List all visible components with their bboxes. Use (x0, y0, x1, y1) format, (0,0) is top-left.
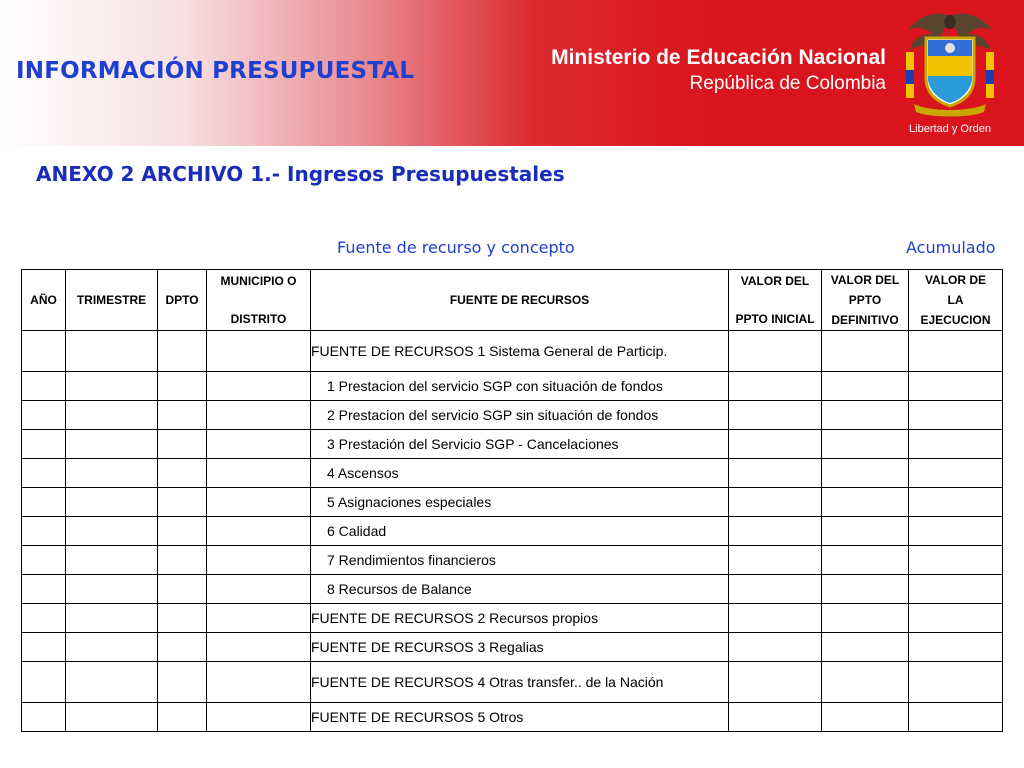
col-header-ejecucion (909, 270, 1003, 331)
source-label: Fuente de recurso y concepto (337, 238, 575, 257)
col-header-dpto: DPTO (158, 270, 207, 331)
table-row (22, 517, 1003, 546)
header-banner (0, 0, 1024, 146)
coat-of-arms-icon (900, 8, 1000, 140)
source-cell: 1 Prestacion del servicio SGP con situación de fondos (311, 372, 729, 401)
col-header-trimestre: TRIMESTRE (66, 270, 158, 331)
section-subtitle: ANEXO 2 ARCHIVO 1.- Ingresos Presupuestales (36, 162, 565, 186)
table-row (22, 703, 1003, 732)
col-header-inicial-line2: PPTO INICIAL (735, 312, 815, 326)
table-header-row (22, 270, 1003, 331)
col-header-definitivo (822, 270, 909, 331)
accumulated-label: Acumulado (906, 238, 996, 257)
col-header-municipio-line2: DISTRITO (230, 312, 287, 326)
col-header-fuente: FUENTE DE RECURSOS (311, 270, 729, 331)
ministry-name: Ministerio de Educación Nacional (551, 46, 886, 69)
col-header-definitivo-line1: VALOR DEL (830, 273, 900, 287)
table-row (22, 430, 1003, 459)
col-header-ejecucion-line2: LA (947, 293, 964, 307)
table-row (22, 662, 1003, 703)
col-header-definitivo-line3: DEFINITIVO (831, 313, 899, 327)
col-header-ejecucion-line3: EJECUCION (920, 313, 991, 327)
table-row (22, 546, 1003, 575)
source-cell: 3 Prestación del Servicio SGP - Cancelaciones (311, 430, 729, 459)
col-header-municipio (207, 270, 311, 331)
source-cell: 8 Recursos de Balance (311, 575, 729, 604)
table-row (22, 488, 1003, 517)
country-name: República de Colombia (689, 73, 886, 94)
table-row (22, 459, 1003, 488)
col-header-ejecucion-line1: VALOR DE (924, 273, 987, 287)
source-cell: 6 Calidad (311, 517, 729, 546)
source-cell: FUENTE DE RECURSOS 2 Recursos propios (311, 604, 729, 633)
col-header-inicial (729, 270, 822, 331)
source-cell: 4 Ascensos (311, 459, 729, 488)
source-cell: FUENTE DE RECURSOS 1 Sistema General de Particip. (311, 331, 729, 372)
table-row (22, 604, 1003, 633)
budget-income-table (21, 269, 1003, 732)
source-cell: 7 Rendimientos financieros (311, 546, 729, 575)
table-row (22, 401, 1003, 430)
source-cell: 2 Prestacion del servicio SGP sin situación de fondos (311, 401, 729, 430)
col-header-municipio-line1: MUNICIPIO O (220, 274, 297, 288)
seal-motto: Libertad y Orden (909, 123, 991, 135)
source-cell: 5 Asignaciones especiales (311, 488, 729, 517)
source-cell: FUENTE DE RECURSOS 3 Regalias (311, 633, 729, 662)
col-header-anio: AÑO (22, 270, 66, 331)
table-row (22, 633, 1003, 662)
table-row (22, 575, 1003, 604)
page-title: INFORMACIÓN PRESUPUESTAL (16, 58, 415, 84)
source-cell: FUENTE DE RECURSOS 4 Otras transfer.. de la Nación (311, 662, 729, 703)
col-header-definitivo-line2: PPTO (848, 293, 882, 307)
col-header-inicial-line1: VALOR DEL (740, 274, 810, 288)
source-cell: FUENTE DE RECURSOS 5 Otros (311, 703, 729, 732)
ministry-block (551, 44, 886, 96)
table-row (22, 331, 1003, 372)
table-row (22, 372, 1003, 401)
